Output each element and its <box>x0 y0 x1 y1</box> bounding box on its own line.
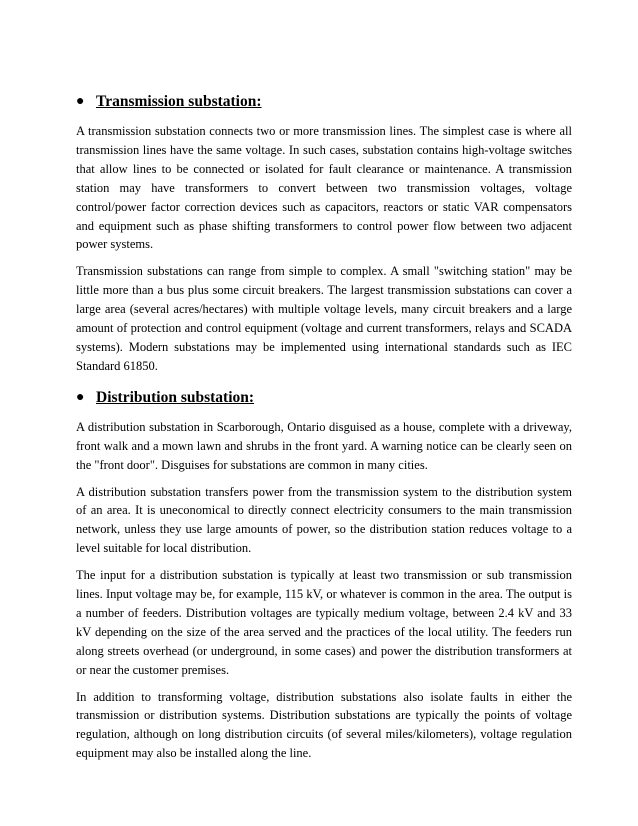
bullet-icon: ● <box>76 94 85 109</box>
paragraph: A distribution substation transfers power from the transmission system to the distribution system of an area. It is uneconomical to directly connect electricity consumers to the main transmission network, unless they use large amounts of power, so the distribution station reduces voltage to a level suitable for local distribution. <box>76 484 572 556</box>
paragraph: Transmission substations can range from simple to complex. A small "switching station" may be little more than a bus plus some circuit breakers. The largest transmission substations can cover a large area (several acres/hectares) with multiple voltage levels, many circuit breakers and a large amount of protection and control equipment (voltage and current transformers, relays and SCADA systems). Modern substations may be implemented using international standards such as IEC Standard 61850. <box>76 264 572 373</box>
section-distribution-substation <box>76 388 572 763</box>
section-heading <box>76 92 572 112</box>
section-heading <box>76 388 572 408</box>
paragraph: The input for a distribution substation is typically at least two transmission or sub transmission lines. Input voltage may be, for example, 115 kV, or whatever is common in the area. The output is a number of feeders. Distribution voltages are typically medium voltage, between 2.4 kV and 33 kV depending on the size of the area served and the practices of the local utility. The feeders run along streets overhead (or underground, in some cases) and power the distribution transformers at or near the customer premises. <box>76 568 572 677</box>
bullet-icon: ● <box>76 389 85 405</box>
paragraph: A distribution substation in Scarborough, Ontario disguised as a house, complete with a driveway, front walk and a mown lawn and shrubs in the front yard. A warning notice can be clearly seen on the "front door". Disguises for substations are common in many cities. <box>76 419 572 472</box>
heading-text: Transmission substation: <box>96 93 262 110</box>
paragraph: A transmission substation connects two or more transmission lines. The simplest case is where all transmission lines have the same voltage. In such cases, substation contains high-voltage switches that allow lines to be connected or isolated for fault clearance or maintenance. A transmission station may have transformers to convert between two transmission voltages, voltage control/power factor correction devices such as capacitors, reactors or static VAR compensators and equipment such as phase shifting transformers to control power flow between two adjacent power systems. <box>76 124 572 252</box>
heading-text: Distribution substation: <box>96 388 255 406</box>
section-transmission-substation <box>76 92 572 376</box>
paragraph: In addition to transforming voltage, distribution substations also isolate faults in either the transmission or distribution systems. Distribution substations are typically the points of voltage regulation, although on long distribution circuits (of several miles/kilometers), voltage regulation equipment may also be installed along the line. <box>76 689 572 761</box>
